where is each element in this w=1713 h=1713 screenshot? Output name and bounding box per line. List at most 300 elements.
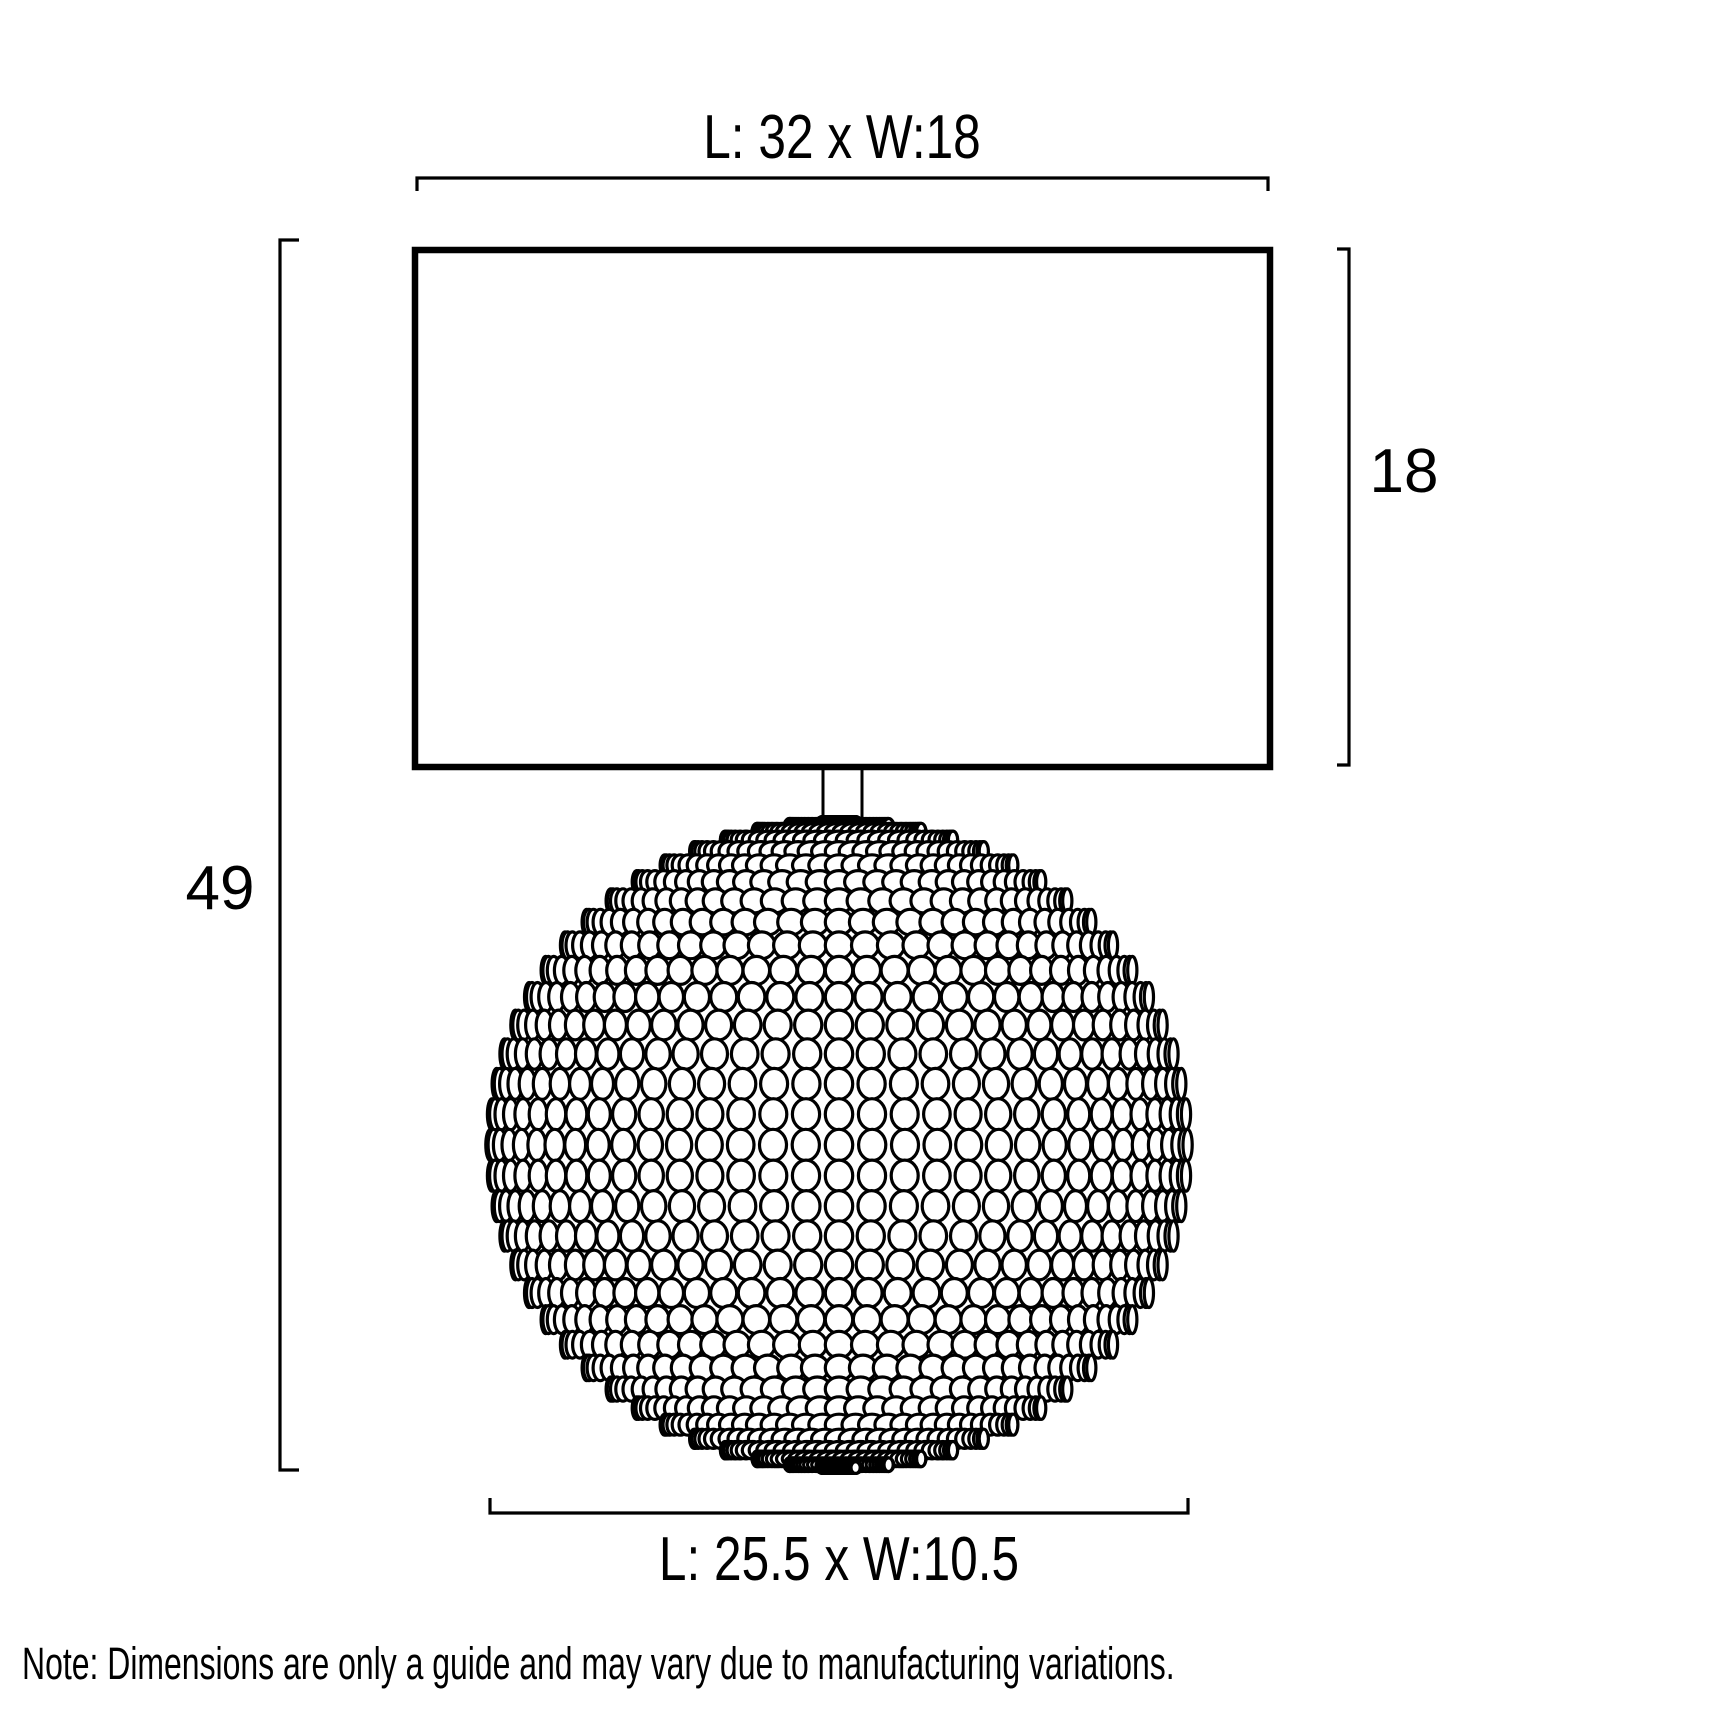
base-bead bbox=[953, 1191, 979, 1222]
base-bead bbox=[636, 1279, 659, 1308]
base-bead bbox=[917, 1250, 944, 1280]
base-bead bbox=[1015, 1160, 1039, 1191]
base-bead bbox=[858, 1099, 885, 1130]
base-bead bbox=[717, 956, 743, 984]
base-bead bbox=[825, 1129, 852, 1160]
base-bead bbox=[1034, 1039, 1057, 1069]
base-bead bbox=[614, 1279, 636, 1308]
base-bead bbox=[529, 1099, 547, 1130]
base-bead bbox=[1002, 1010, 1026, 1040]
base-bead bbox=[639, 1099, 663, 1130]
base-bead bbox=[1144, 1279, 1153, 1308]
base-bead bbox=[639, 1160, 663, 1191]
base-dimensions-label bbox=[614, 1525, 1064, 1594]
base-bead bbox=[884, 983, 911, 1012]
base-bead bbox=[738, 1279, 765, 1308]
base-bead bbox=[1019, 983, 1042, 1012]
base-bead bbox=[764, 1010, 791, 1040]
base-bead bbox=[587, 1129, 609, 1160]
dimension-bracket-right bbox=[1337, 249, 1349, 765]
base-bead bbox=[684, 983, 709, 1012]
base-bead bbox=[793, 1191, 820, 1222]
base-bead bbox=[697, 1160, 723, 1191]
base-bead bbox=[1181, 1160, 1190, 1191]
base-bead bbox=[1158, 1250, 1167, 1280]
base-bead bbox=[928, 932, 954, 959]
base-bead bbox=[613, 1160, 636, 1191]
base-bead bbox=[616, 1068, 639, 1099]
base-bead bbox=[770, 1306, 797, 1334]
base-bead bbox=[941, 1279, 967, 1308]
base-bead bbox=[1128, 1306, 1137, 1334]
base-bead bbox=[1108, 1331, 1117, 1358]
base-bead bbox=[1042, 1279, 1064, 1308]
base-bead bbox=[920, 1039, 947, 1069]
base-bead bbox=[565, 1010, 584, 1040]
base-bead bbox=[995, 1279, 1019, 1308]
base-bead bbox=[729, 1068, 756, 1099]
base-bead bbox=[1008, 1039, 1032, 1069]
base-bead bbox=[1183, 1129, 1192, 1160]
base-bead bbox=[1019, 1279, 1042, 1308]
base-bead bbox=[948, 1442, 957, 1459]
base-bead bbox=[774, 932, 801, 959]
base-bead bbox=[1091, 1099, 1112, 1130]
base-bead bbox=[1009, 956, 1032, 984]
base-bead bbox=[794, 1221, 821, 1251]
base-bead bbox=[908, 956, 935, 984]
base-bead bbox=[922, 1191, 949, 1222]
base-bead bbox=[612, 1129, 635, 1160]
base-bead bbox=[625, 956, 647, 984]
base-bead bbox=[1108, 1191, 1127, 1222]
base-bead bbox=[592, 1191, 614, 1222]
base-bead bbox=[1108, 1068, 1127, 1099]
base-bead bbox=[1169, 1039, 1178, 1069]
base-bead bbox=[627, 1010, 650, 1040]
base-bead bbox=[1177, 1191, 1186, 1222]
base-bead bbox=[570, 1068, 591, 1099]
base-bead bbox=[1169, 1221, 1178, 1251]
base-bead bbox=[770, 956, 797, 984]
base-bead bbox=[529, 1160, 547, 1191]
base-bead bbox=[673, 1221, 698, 1251]
base-bead bbox=[659, 1279, 683, 1308]
base-bead bbox=[566, 1099, 587, 1130]
base-bead bbox=[1034, 1221, 1057, 1251]
base-bead bbox=[855, 983, 882, 1012]
base-bead bbox=[891, 1099, 918, 1130]
base-bead bbox=[917, 1451, 926, 1467]
base-bead bbox=[667, 1129, 692, 1160]
base-bead bbox=[669, 1068, 694, 1099]
base-bead bbox=[798, 956, 825, 984]
base-bead bbox=[692, 1306, 717, 1334]
base-bead bbox=[1128, 956, 1137, 984]
base-bead bbox=[1039, 1191, 1062, 1222]
base-bead bbox=[913, 1279, 940, 1308]
base-bead bbox=[825, 1039, 852, 1069]
base-bead bbox=[889, 1039, 916, 1069]
base-bead bbox=[1028, 1010, 1051, 1040]
base-bead bbox=[920, 1221, 947, 1251]
shade-height-text: 18 bbox=[1369, 437, 1439, 506]
base-bead bbox=[825, 1279, 852, 1308]
base-bead bbox=[1112, 1099, 1131, 1130]
base-bead bbox=[761, 1191, 788, 1222]
base-bead bbox=[706, 1250, 732, 1280]
base-bead bbox=[1181, 1099, 1190, 1130]
base-bead bbox=[1177, 1068, 1186, 1099]
beaded-base bbox=[486, 817, 1192, 1474]
base-bead bbox=[975, 1250, 1000, 1280]
base-bead bbox=[856, 1010, 883, 1040]
base-bead bbox=[565, 1129, 586, 1160]
base-bead bbox=[673, 1039, 698, 1069]
base-bead bbox=[796, 1279, 823, 1308]
base-bead bbox=[546, 1099, 565, 1130]
dimension-line-top bbox=[417, 178, 1268, 191]
base-bead bbox=[946, 1250, 972, 1280]
base-bead bbox=[887, 1010, 914, 1040]
base-bead bbox=[825, 983, 852, 1012]
base-bead bbox=[794, 1039, 821, 1069]
base-bead bbox=[980, 1039, 1005, 1069]
base-bead bbox=[1059, 1039, 1081, 1069]
base-bead bbox=[884, 1279, 911, 1308]
base-bead bbox=[636, 983, 659, 1012]
base-bead bbox=[1012, 1191, 1036, 1222]
base-bead bbox=[917, 1010, 944, 1040]
base-bead bbox=[557, 1039, 576, 1069]
base-bead bbox=[881, 956, 908, 984]
base-bead bbox=[702, 1221, 728, 1251]
base-bead bbox=[697, 1099, 723, 1130]
base-bead bbox=[717, 1306, 743, 1334]
base-bead bbox=[1015, 1099, 1039, 1130]
base-bead bbox=[961, 956, 986, 984]
base-bead bbox=[743, 1306, 770, 1334]
base-bead bbox=[699, 1068, 725, 1099]
base-bead bbox=[1063, 1377, 1072, 1401]
base-bead bbox=[903, 932, 930, 959]
base-bead bbox=[858, 1160, 885, 1191]
base-bead bbox=[825, 1160, 852, 1191]
base-bead bbox=[884, 1458, 893, 1472]
base-bead bbox=[955, 1099, 981, 1130]
base-bead bbox=[825, 1010, 852, 1040]
base-bead bbox=[764, 1250, 791, 1280]
lampshade-outline bbox=[415, 250, 1270, 767]
base-bead bbox=[652, 1250, 676, 1280]
base-bead bbox=[1052, 1010, 1074, 1040]
base-bead bbox=[851, 1462, 860, 1474]
base-bead bbox=[855, 1279, 882, 1308]
base-bead bbox=[584, 1250, 605, 1280]
base-bead bbox=[1112, 1160, 1131, 1191]
base-bead bbox=[684, 1279, 709, 1308]
base-bead bbox=[692, 956, 717, 984]
base-bead bbox=[798, 1306, 825, 1334]
shade-height-label bbox=[1369, 437, 1439, 506]
base-bead bbox=[669, 1191, 694, 1222]
base-bead bbox=[983, 1068, 1008, 1099]
base-bead bbox=[792, 1129, 819, 1160]
base-bead bbox=[762, 1221, 789, 1251]
base-bead bbox=[667, 1160, 692, 1191]
base-bead bbox=[924, 1099, 951, 1130]
base-bead bbox=[890, 1191, 917, 1222]
base-bead bbox=[748, 932, 775, 959]
base-bead bbox=[642, 1191, 666, 1222]
base-bead bbox=[646, 1039, 670, 1069]
base-bead bbox=[1074, 1250, 1095, 1280]
base-bead bbox=[890, 1068, 917, 1099]
base-bead bbox=[1002, 1250, 1026, 1280]
base-bead bbox=[1009, 1306, 1032, 1334]
base-bead bbox=[613, 1099, 636, 1130]
base-bead bbox=[620, 1221, 643, 1251]
base-bead bbox=[724, 932, 750, 959]
base-bead bbox=[545, 1129, 564, 1160]
base-bead bbox=[961, 1306, 986, 1334]
base-bead bbox=[795, 1250, 822, 1280]
base-bead bbox=[953, 1068, 979, 1099]
base-bead bbox=[1091, 1160, 1112, 1191]
base-bead bbox=[565, 1250, 584, 1280]
base-bead bbox=[646, 1221, 670, 1251]
base-bead bbox=[935, 1306, 961, 1334]
base-bead bbox=[597, 1039, 619, 1069]
base-bead bbox=[924, 1129, 951, 1160]
base-bead bbox=[731, 1221, 758, 1251]
base-bead bbox=[1114, 1129, 1133, 1160]
base-bead bbox=[533, 1068, 551, 1099]
base-bead bbox=[646, 956, 669, 984]
base-bead bbox=[588, 1099, 610, 1130]
base-bead bbox=[528, 1129, 546, 1160]
base-bead bbox=[627, 1250, 650, 1280]
base-bead bbox=[853, 956, 880, 984]
base-bead bbox=[1037, 1397, 1046, 1420]
base-bead bbox=[1082, 1039, 1103, 1069]
base-bead bbox=[881, 1306, 908, 1334]
base-bead bbox=[983, 1191, 1008, 1222]
base-bead bbox=[995, 983, 1019, 1012]
base-bead bbox=[858, 1068, 885, 1099]
base-bead bbox=[986, 1306, 1010, 1334]
base-bead bbox=[951, 1039, 977, 1069]
base-bead bbox=[659, 983, 683, 1012]
base-bead bbox=[1068, 1160, 1090, 1191]
base-bead bbox=[1065, 1191, 1087, 1222]
base-bead bbox=[762, 1039, 789, 1069]
total-height-text: 49 bbox=[185, 854, 255, 923]
base-bead bbox=[533, 1191, 551, 1222]
base-bead bbox=[1015, 1129, 1039, 1160]
base-bead bbox=[825, 1099, 852, 1130]
base-bead bbox=[604, 1010, 626, 1040]
base-bead bbox=[1028, 1250, 1051, 1280]
base-bead bbox=[877, 932, 904, 959]
base-bead bbox=[825, 1068, 852, 1099]
base-bead bbox=[825, 1191, 852, 1222]
base-bead bbox=[986, 956, 1010, 984]
base-bead bbox=[799, 932, 826, 959]
base-bead bbox=[852, 932, 879, 959]
base-bead bbox=[760, 1160, 787, 1191]
base-bead bbox=[1008, 1221, 1032, 1251]
base-bead bbox=[825, 1306, 852, 1334]
base-bead bbox=[668, 1306, 692, 1334]
base-bead bbox=[1039, 1068, 1062, 1099]
base-bead bbox=[1144, 983, 1153, 1012]
shade-dimensions-label bbox=[669, 103, 1016, 172]
base-bead bbox=[678, 1010, 703, 1040]
base-bead bbox=[594, 1279, 615, 1308]
base-bead bbox=[638, 1129, 662, 1160]
base-bead bbox=[625, 1306, 647, 1334]
base-bead bbox=[796, 983, 823, 1012]
base-bead bbox=[795, 1010, 822, 1040]
base-bead bbox=[858, 1191, 885, 1222]
base-bead bbox=[1043, 1129, 1066, 1160]
base-bead bbox=[825, 932, 852, 959]
base-bead bbox=[857, 1039, 884, 1069]
base-bead bbox=[696, 1129, 722, 1160]
base-bead bbox=[546, 1160, 565, 1191]
base-bead bbox=[761, 1068, 788, 1099]
base-bead bbox=[922, 1068, 949, 1099]
base-bead bbox=[955, 1160, 981, 1191]
base-bead bbox=[727, 1129, 754, 1160]
base-bead bbox=[986, 1129, 1011, 1160]
base-bead bbox=[941, 983, 967, 1012]
base-bead bbox=[550, 1068, 569, 1099]
base-bead bbox=[1065, 1068, 1087, 1099]
base-bead bbox=[760, 1129, 787, 1160]
base-bead bbox=[678, 1250, 703, 1280]
base-bead bbox=[743, 956, 770, 984]
base-bead bbox=[986, 1160, 1011, 1191]
base-bead bbox=[951, 1221, 977, 1251]
base-bead bbox=[667, 1099, 692, 1130]
base-bead bbox=[1059, 1221, 1081, 1251]
base-bead bbox=[825, 1250, 852, 1280]
base-bead bbox=[706, 1010, 732, 1040]
base-bead bbox=[734, 1250, 761, 1280]
base-bead bbox=[731, 1039, 758, 1069]
base-bead bbox=[701, 932, 726, 959]
base-bead bbox=[1074, 1010, 1095, 1040]
base-bead bbox=[620, 1039, 643, 1069]
base-bead bbox=[576, 1039, 597, 1069]
base-bead bbox=[570, 1191, 591, 1222]
base-bead bbox=[604, 1250, 626, 1280]
disclaimer-note: Note: Dimensions are only a guide and may vary due to manufacturing variations. bbox=[22, 1638, 1175, 1689]
base-bead bbox=[729, 1191, 756, 1222]
base-bead bbox=[913, 983, 940, 1012]
base-bead bbox=[652, 1010, 676, 1040]
base-bead bbox=[946, 1010, 972, 1040]
base-bead bbox=[825, 956, 852, 984]
dimension-bracket-left bbox=[280, 240, 299, 1470]
base-bead bbox=[1088, 1068, 1109, 1099]
base-bead bbox=[986, 1099, 1011, 1130]
base-bead bbox=[760, 1099, 787, 1130]
base-bead bbox=[969, 983, 994, 1012]
base-bead bbox=[702, 1039, 728, 1069]
base-bead bbox=[887, 1250, 914, 1280]
base-bead bbox=[793, 1068, 820, 1099]
base-bead bbox=[646, 1306, 669, 1334]
base-bead bbox=[889, 1221, 916, 1251]
base-bead bbox=[853, 1306, 880, 1334]
base-bead bbox=[1082, 1221, 1103, 1251]
base-bead bbox=[738, 983, 765, 1012]
base-bead bbox=[767, 983, 794, 1012]
base-bead bbox=[1108, 932, 1117, 959]
base-bead bbox=[642, 1068, 666, 1099]
base-bead bbox=[1069, 1129, 1091, 1160]
base-bead bbox=[711, 983, 737, 1012]
base-bead bbox=[550, 1191, 569, 1222]
base-dimensions-text: L: 25.5 x W:10.5 bbox=[658, 1525, 1020, 1594]
base-bead bbox=[734, 1010, 761, 1040]
base-bead bbox=[891, 1160, 918, 1191]
base-bead bbox=[1087, 1355, 1096, 1381]
base-bead bbox=[980, 1221, 1005, 1251]
base-bead bbox=[792, 1099, 819, 1130]
base-bead bbox=[825, 1221, 852, 1251]
base-bead bbox=[857, 1221, 884, 1251]
base-bead bbox=[1042, 1099, 1065, 1130]
base-bead bbox=[614, 983, 636, 1012]
base-bead bbox=[1009, 1414, 1018, 1435]
base-bead bbox=[1042, 1160, 1065, 1191]
base-bead bbox=[699, 1191, 725, 1222]
base-bead bbox=[592, 1068, 614, 1099]
base-bead bbox=[1042, 983, 1064, 1012]
shade-dimensions-text: L: 32 x W:18 bbox=[703, 103, 981, 172]
base-bead bbox=[1092, 1129, 1113, 1160]
base-bead bbox=[1088, 1191, 1109, 1222]
base-bead bbox=[576, 1221, 597, 1251]
base-bead bbox=[935, 956, 961, 984]
base-bead bbox=[597, 1221, 619, 1251]
base-bead bbox=[566, 1160, 587, 1191]
base-bead bbox=[924, 1160, 951, 1191]
base-bead bbox=[979, 1429, 988, 1448]
base-bead bbox=[557, 1221, 576, 1251]
base-bead bbox=[584, 1010, 605, 1040]
base-bead bbox=[1158, 1010, 1167, 1040]
base-bead bbox=[956, 1129, 982, 1160]
base-bead bbox=[975, 1010, 1000, 1040]
base-bead bbox=[728, 1160, 755, 1191]
base-bead bbox=[668, 956, 692, 984]
base-bead bbox=[1012, 1068, 1036, 1099]
base-bead bbox=[767, 1279, 794, 1308]
base-bead bbox=[1068, 1099, 1090, 1130]
base-bead bbox=[728, 1099, 755, 1130]
base-bead bbox=[969, 1279, 994, 1308]
base-bead bbox=[892, 1129, 919, 1160]
base-bead bbox=[856, 1250, 883, 1280]
base-bead bbox=[1052, 1250, 1074, 1280]
dimension-line-bottom bbox=[490, 1498, 1188, 1513]
base-bead bbox=[588, 1160, 610, 1191]
